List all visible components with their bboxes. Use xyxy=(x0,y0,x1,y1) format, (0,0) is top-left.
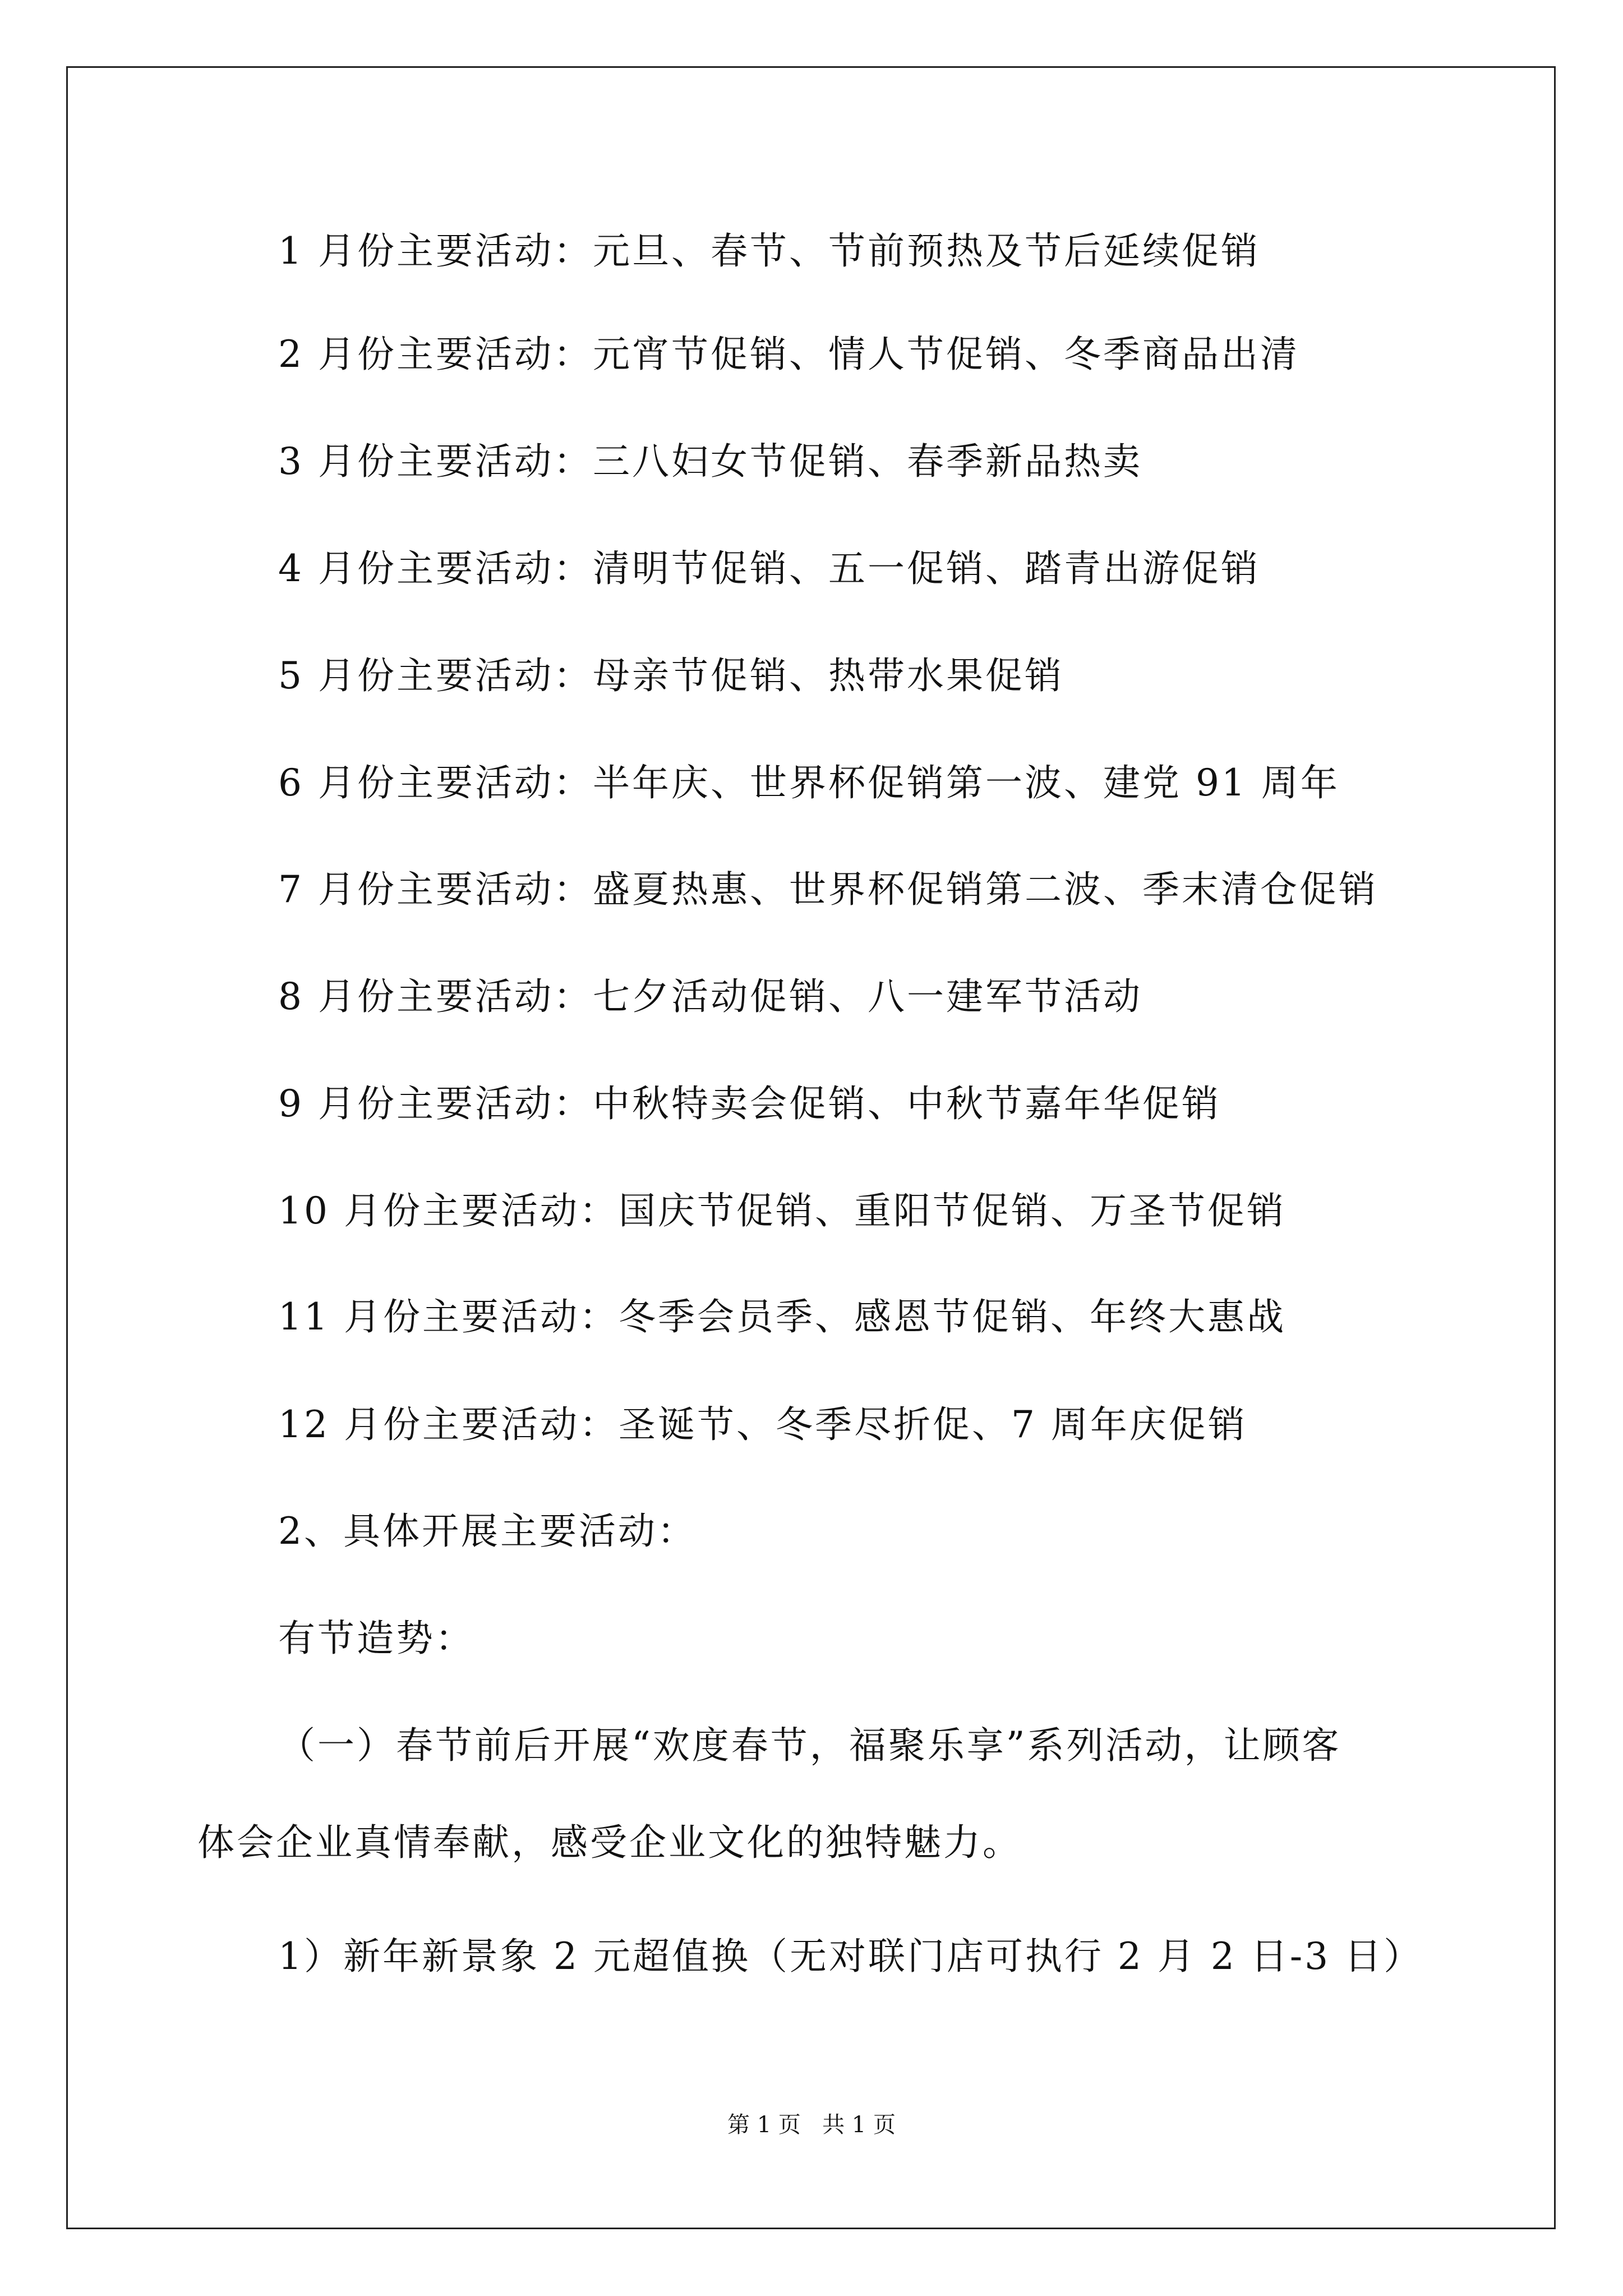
paragraph-month-5: 5 月份主要活动：母亲节促销、热带水果促销 xyxy=(278,654,1064,697)
paragraph-month-9: 9 月份主要活动：中秋特卖会促销、中秋节嘉年华促销 xyxy=(278,1082,1221,1125)
paragraph-spring-festival-continued: 体会企业真情奉献，感受企业文化的独特魅力。 xyxy=(197,1821,1022,1864)
paragraph-month-11: 11 月份主要活动：冬季会员季、感恩节促销、年终大惠战 xyxy=(278,1295,1286,1338)
paragraph-month-4: 4 月份主要活动：清明节促销、五一促销、踏青出游促销 xyxy=(278,547,1260,590)
page-footer: 第 1 页 共 1 页 xyxy=(727,2112,896,2138)
paragraph-month-1: 1 月份主要活动：元旦、春节、节前预热及节后延续促销 xyxy=(278,229,1260,273)
paragraph-month-10: 10 月份主要活动：国庆节促销、重阳节促销、万圣节促销 xyxy=(278,1189,1286,1232)
paragraph-month-7: 7 月份主要活动：盛夏热惠、世界杯促销第二波、季末清仓促销 xyxy=(278,868,1378,911)
paragraph-month-2: 2 月份主要活动：元宵节促销、情人节促销、冬季商品出清 xyxy=(278,333,1299,376)
paragraph-month-6: 6 月份主要活动：半年庆、世界杯促销第一波、建党 91 周年 xyxy=(278,761,1340,804)
subsection-heading: 有节造势： xyxy=(278,1617,474,1660)
paragraph-month-8: 8 月份主要活动：七夕活动促销、八一建军节活动 xyxy=(278,975,1142,1018)
paragraph-month-12: 12 月份主要活动：圣诞节、冬季尽折促、7 周年庆促销 xyxy=(278,1403,1247,1446)
section-heading: 2、具体开展主要活动： xyxy=(278,1510,697,1553)
list-item-1: 1）新年新景象 2 元超值换（无对联门店可执行 2 月 2 日-3 日） xyxy=(278,1935,1423,1978)
paragraph-spring-festival: （一）春节前后开展“欢度春节，福聚乐享”系列活动，让顾客 xyxy=(278,1724,1341,1767)
paragraph-month-3: 3 月份主要活动：三八妇女节促销、春季新品热卖 xyxy=(278,440,1142,483)
